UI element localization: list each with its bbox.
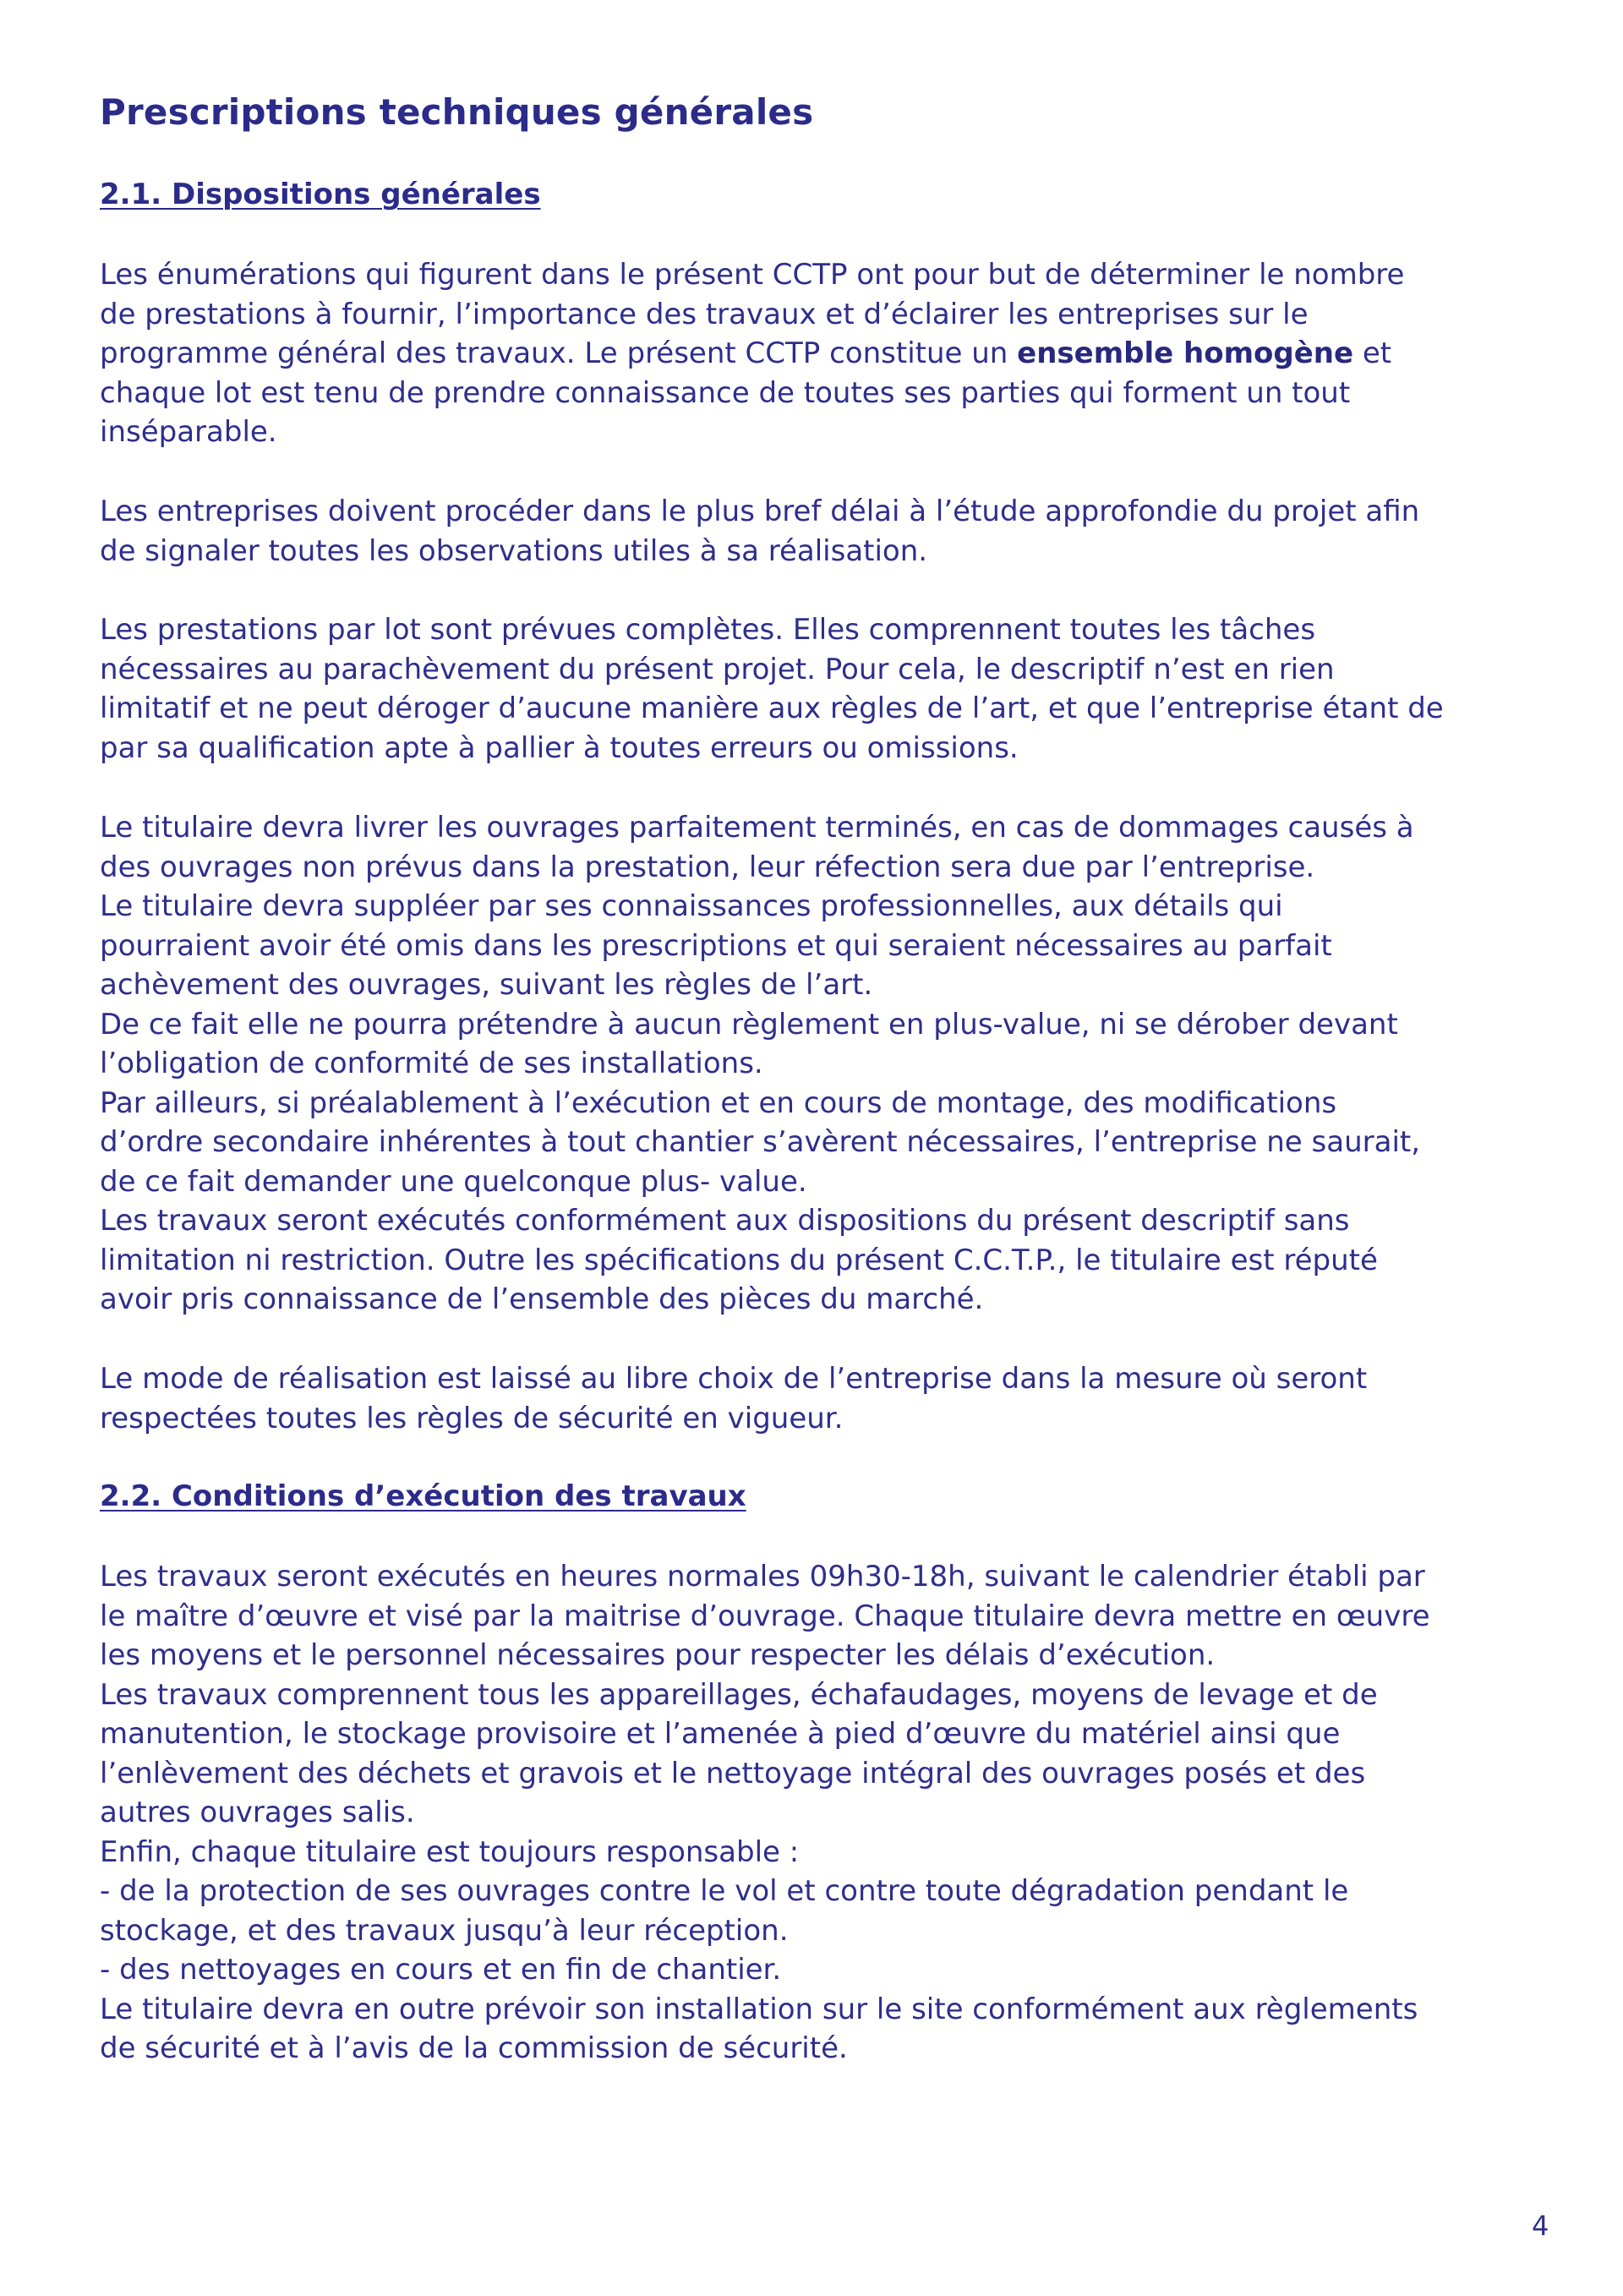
text-line: - de la protection de ses ouvrages contre le vol et contre toute dégradation pendant le bbox=[100, 1874, 1349, 1908]
text-line: Les travaux seront exécutés en heures normales 09h30-18h, suivant le calendrier établi par bbox=[100, 1560, 1425, 1594]
text-line: chaque lot est tenu de prendre connaissance de toutes ses parties qui forment un tout bbox=[100, 375, 1351, 410]
text-line: Le titulaire devra livrer les ouvrages parfaitement terminés, en cas de dommages causés à bbox=[100, 811, 1414, 845]
paragraph-obligations-titulaire bbox=[100, 808, 1537, 1320]
text-line: Les entreprises doivent procéder dans le plus bref délai à l’étude approfondie du projet afin bbox=[100, 495, 1420, 528]
paragraph-etude-projet bbox=[100, 492, 1537, 571]
text-line: l’obligation de conformité de ses installations. bbox=[100, 1047, 763, 1080]
text-line: De ce fait elle ne pourra prétendre à aucun règlement en plus-value, ni se dérober devant bbox=[100, 1007, 1398, 1041]
text-line: Le mode de réalisation est laissé au libre choix de l’entreprise dans la mesure où seront bbox=[100, 1362, 1368, 1396]
text-line: Par ailleurs, si préalablement à l’exécution et en cours de montage, des modifications bbox=[100, 1085, 1337, 1120]
text-line: l’enlèvement des déchets et gravois et le nettoyage intégral des ouvrages posés et des bbox=[100, 1756, 1366, 1790]
text-line: le maître d’œuvre et visé par la maitrise d’ouvrage. Chaque titulaire devra mettre en œuvre bbox=[100, 1599, 1430, 1633]
paragraph-mode-realisation bbox=[100, 1359, 1537, 1438]
text-line: Les prestations par lot sont prévues complètes. Elles comprennent toutes les tâches bbox=[100, 613, 1316, 647]
paragraph-conditions-execution bbox=[100, 1557, 1537, 2069]
text-line: par sa qualification apte à pallier à toutes erreurs ou omissions. bbox=[100, 730, 1019, 765]
text-line: - des nettoyages en cours et en fin de chantier. bbox=[100, 1953, 782, 1987]
paragraph-prestations-completes bbox=[100, 610, 1537, 768]
text-line: autres ouvrages salis. bbox=[100, 1796, 415, 1829]
text-line: limitation ni restriction. Outre les spécifications du présent C.C.T.P., le titulaire est réputé bbox=[100, 1243, 1378, 1277]
text-segment: et bbox=[1353, 336, 1392, 370]
text-line: limitatif et ne peut déroger d’aucune manière aux règles de l’art, et que l’entreprise étant de bbox=[100, 692, 1444, 725]
text-line: respectées toutes les règles de sécurité en vigueur. bbox=[100, 1401, 844, 1435]
text-line: Le titulaire devra suppléer par ses connaissances professionnelles, aux détails qui bbox=[100, 889, 1283, 923]
text-line bbox=[100, 334, 1537, 374]
text-line: inséparable. bbox=[100, 415, 277, 449]
text-line: pourraient avoir été omis dans les prescriptions et qui seraient nécessaires au parfait bbox=[100, 928, 1332, 963]
text-segment: programme général des travaux. Le présent CCTP constitue un bbox=[100, 336, 1018, 370]
text-line: des ouvrages non prévus dans la prestation, leur réfection sera due par l’entreprise. bbox=[100, 850, 1315, 884]
text-line: de sécurité et à l’avis de la commission de sécurité. bbox=[100, 2031, 848, 2065]
paragraph-enumerations bbox=[100, 255, 1537, 452]
text-line: Le titulaire devra en outre prévoir son installation sur le site conformément aux règlements bbox=[100, 1992, 1418, 2026]
text-line: Les travaux seront exécutés conformément aux dispositions du présent descriptif sans bbox=[100, 1204, 1350, 1238]
section-heading-conditions-execution: 2.2. Conditions d’exécution des travaux bbox=[100, 1479, 746, 1513]
text-line: de signaler toutes les observations utiles à sa réalisation. bbox=[100, 533, 928, 568]
page-title: Prescriptions techniques générales bbox=[100, 91, 814, 133]
page-number: 4 bbox=[1532, 2210, 1549, 2242]
text-line: achèvement des ouvrages, suivant les règles de l’art. bbox=[100, 968, 873, 1002]
section-heading-dispositions-generales: 2.1. Dispositions générales bbox=[100, 178, 541, 211]
text-line: nécessaires au parachèvement du présent projet. Pour cela, le descriptif n’est en rien bbox=[100, 652, 1335, 686]
text-line: de prestations à fournir, l’importance des travaux et d’éclairer les entreprises sur le bbox=[100, 297, 1309, 331]
text-line: d’ordre secondaire inhérentes à tout chantier s’avèrent nécessaires, l’entreprise ne saurait, bbox=[100, 1125, 1421, 1159]
text-line: Enfin, chaque titulaire est toujours responsable : bbox=[100, 1834, 800, 1869]
text-line: Les énumérations qui figurent dans le présent CCTP ont pour but de déterminer le nombre bbox=[100, 258, 1405, 292]
text-line: Les travaux comprennent tous les appareillages, échafaudages, moyens de levage et de bbox=[100, 1677, 1378, 1712]
bold-phrase-ensemble-homogene: ensemble homogène bbox=[1017, 336, 1354, 370]
text-line: les moyens et le personnel nécessaires pour respecter les délais d’exécution. bbox=[100, 1638, 1216, 1672]
text-line: stockage, et des travaux jusqu’à leur réception. bbox=[100, 1913, 789, 1948]
text-line: manutention, le stockage provisoire et l’amenée à pied d’œuvre du matériel ainsi que bbox=[100, 1717, 1341, 1751]
text-line: avoir pris connaissance de l’ensemble des pièces du marché. bbox=[100, 1282, 984, 1316]
text-line: de ce fait demander une quelconque plus- value. bbox=[100, 1164, 807, 1199]
